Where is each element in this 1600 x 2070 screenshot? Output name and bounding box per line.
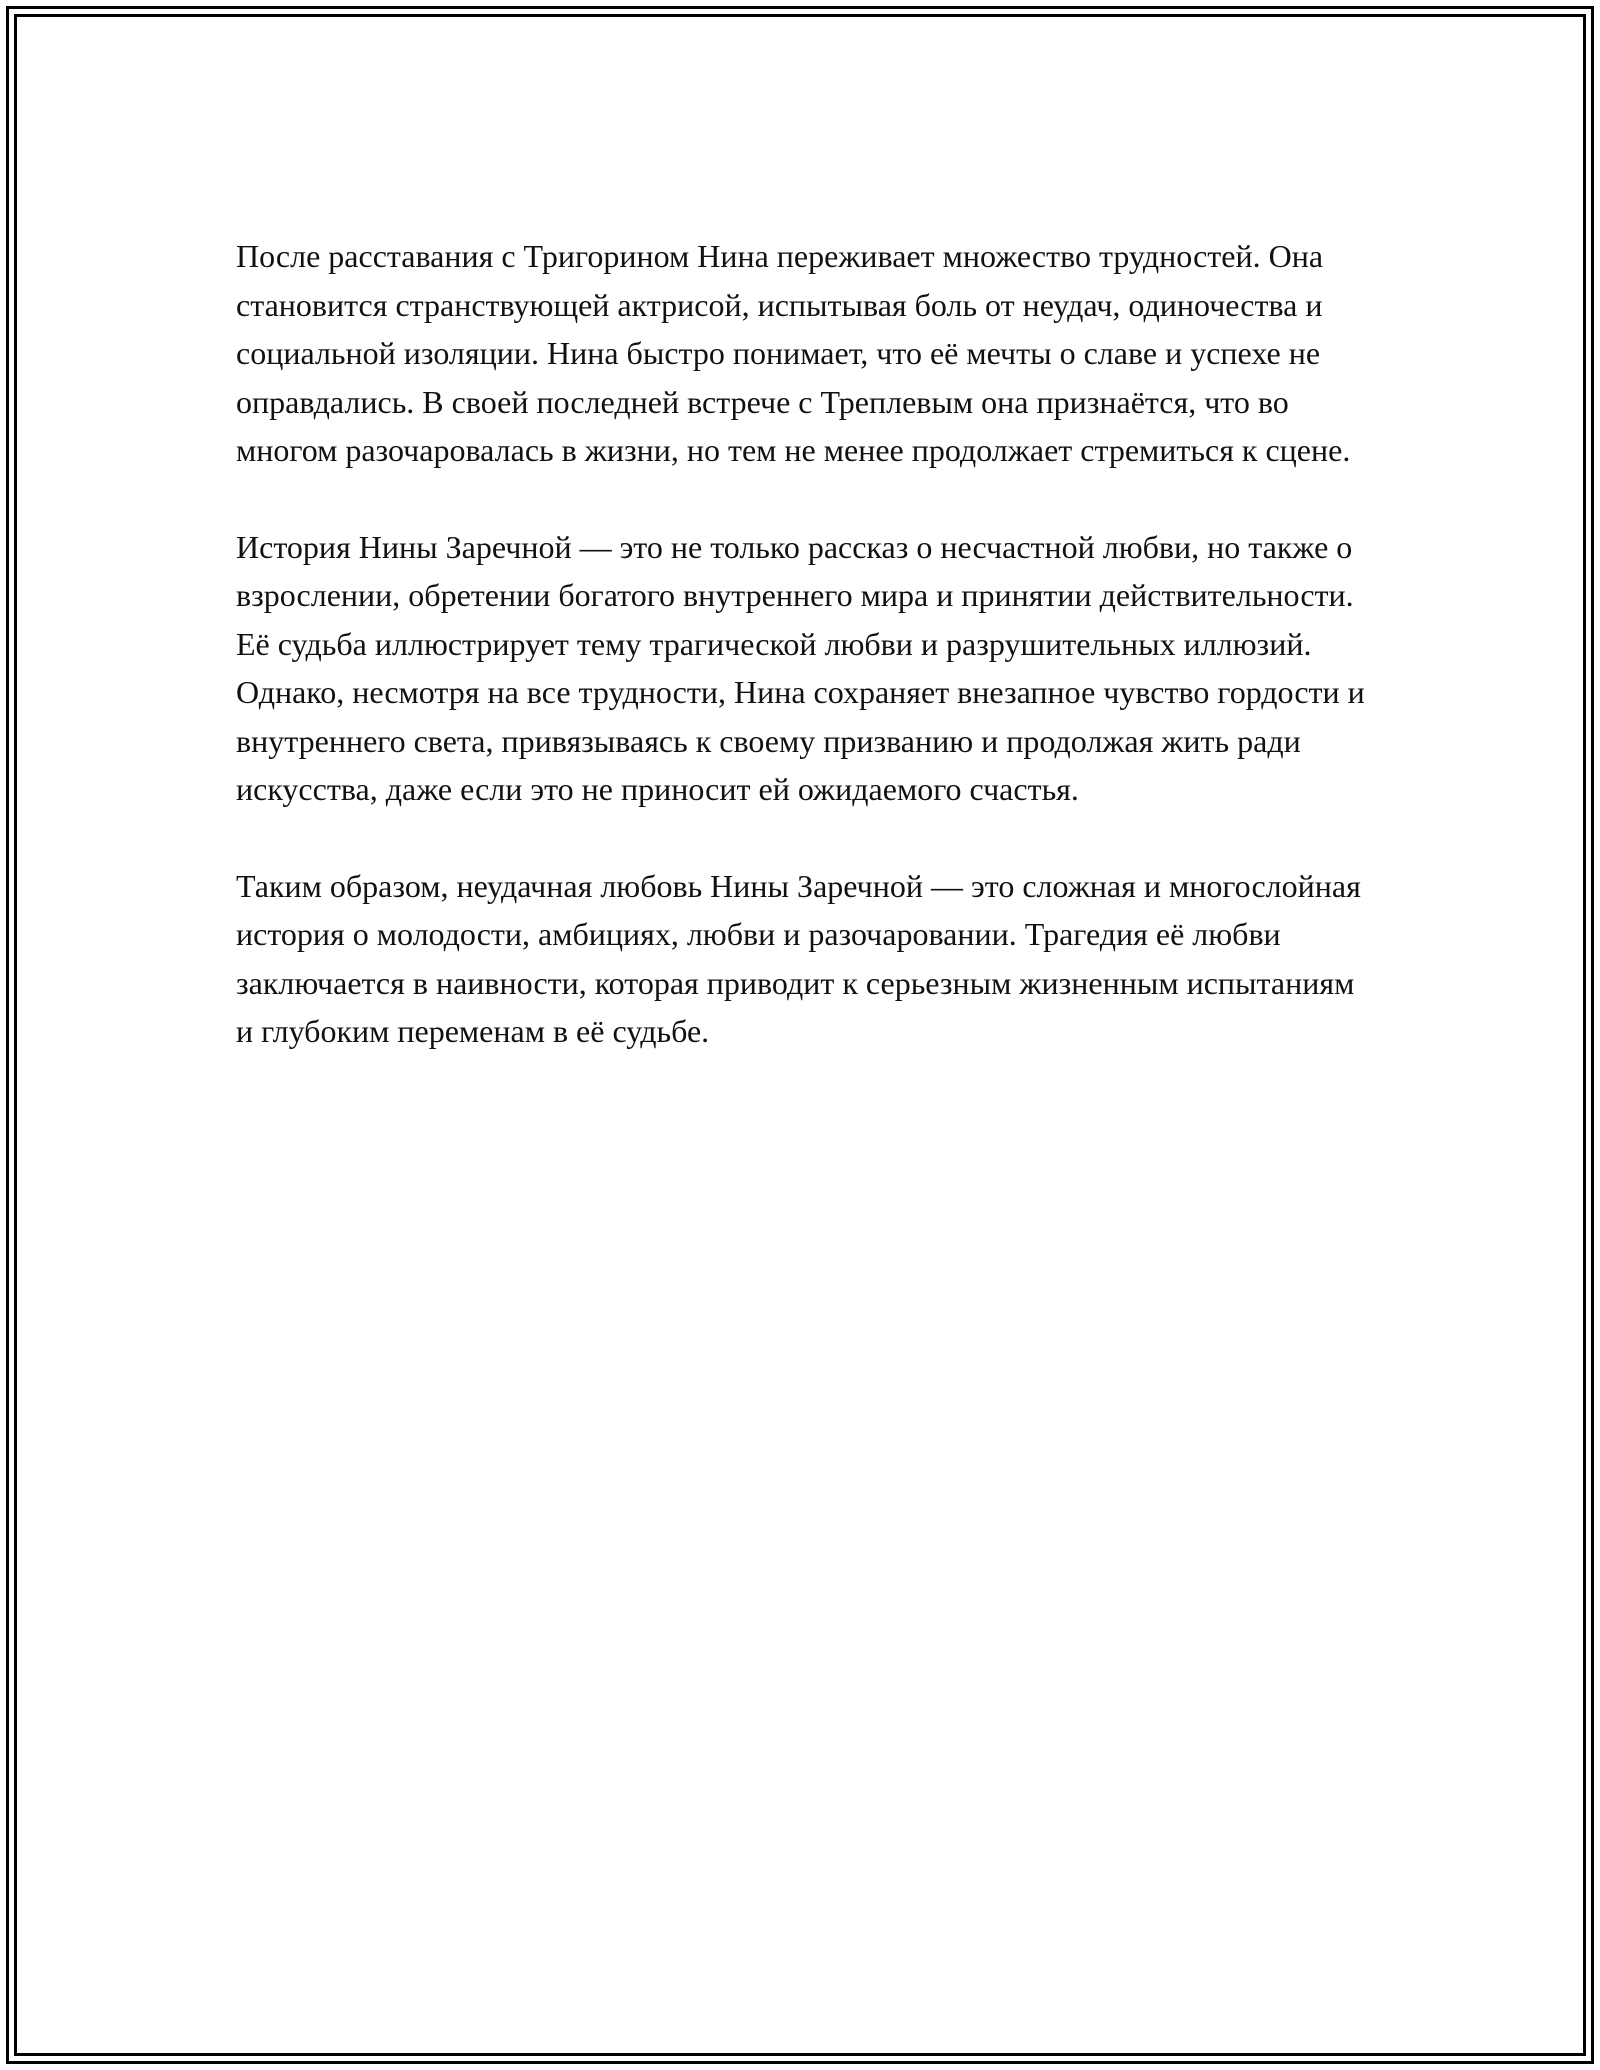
document-body: [236, 232, 1376, 1104]
paragraph-3: Таким образом, неудачная любовь Нины Заречной — это сложная и многослойная история о молодости, амбициях, любви и разочаровании. Трагедия её любви заключается в наивности, которая приводит к серьезным жизненным испытаниям и глубоким переменам в её судьбе.: [236, 867, 1361, 1049]
paragraph-2: История Нины Заречной — это не только рассказ о несчастной любви, но также о взрослении, обретении богатого внутреннего мира и принятии действительности. Её судьба иллюстрирует тему трагической любви и разрушительных иллюзий. Однако, несмотря на все трудности, Нина сохраняет внезапное чувство гордости и внутреннего света, привязываясь к своему призванию и продолжая жить ради искусства, даже если это не приносит ей ожидаемого счастья.: [236, 528, 1365, 807]
paragraph-1: После расставания с Тригорином Нина переживает множество трудностей. Она становится странствующей актрисой, испытывая боль от неудач, одиночества и социальной изоляции. Нина быстро понимает, что её мечты о славе и успехе не оправдались. В своей последней встрече с Треплевым она признаётся, что во многом разочаровалась в жизни, но тем не менее продолжает стремиться к сцене.: [236, 238, 1351, 468]
